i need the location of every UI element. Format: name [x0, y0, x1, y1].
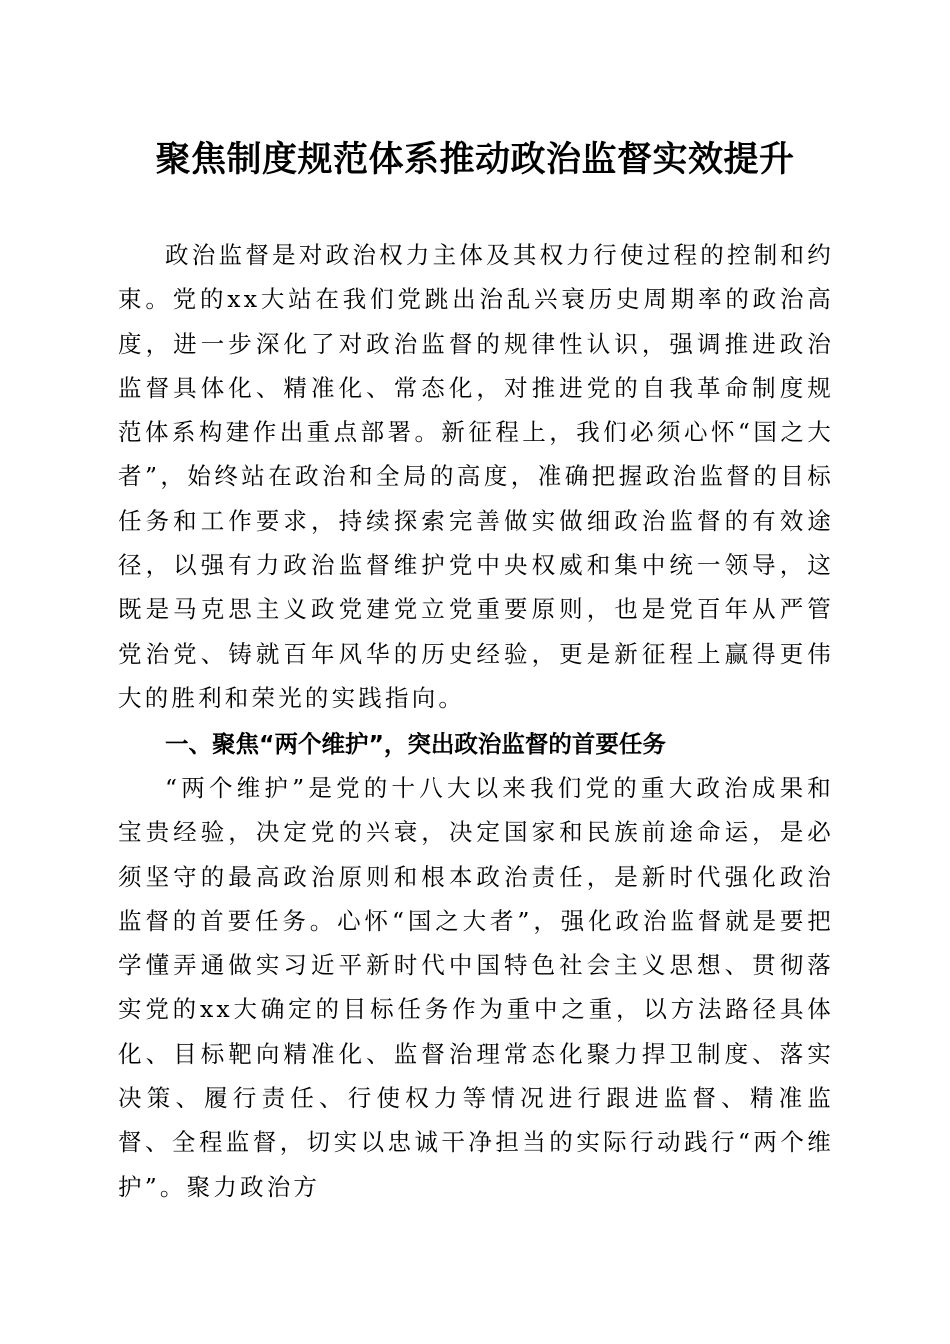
section-heading: 一、聚焦“两个维护”，突出政治监督的首要任务	[165, 730, 666, 758]
intro-paragraph: 政治监督是对政治权力主体及其权力行使过程的控制和约束。党的xx大站在我们党跳出治乱兴衰历史周期率的政治高度，进一步深化了对政治监督的规律性认识，强调推进政治监督具体化、精准化、常态化，对推进党的自我革命制度规范体系构建作出重点部署。新征程上，我们必须心怀“国之大者”，始终站在政治和全局的高度，准确把握政治监督的目标任务和工作要求，持续探索完善做实做细政治监督的有效途径，以强有力政治监督维护党中央权威和集中统一领导，这既是马克思主义政党建党立党重要原则，也是党百年从严管党治党、铸就百年风华的历史经验，更是新征程上赢得更伟大的胜利和荣光的实践指向。	[118, 241, 834, 712]
section-paragraph: “两个维护”是党的十八大以来我们党的重大政治成果和宝贵经验，决定党的兴衰，决定国家和民族前途命运，是必须坚守的最高政治原则和根本政治责任，是新时代强化政治监督的首要任务。心怀“国之大者”，强化政治监督就是要把学懂弄通做实习近平新时代中国特色社会主义思想、贯彻落实党的xx大确定的目标任务作为重中之重，以方法路径具体化、目标靶向精准化、监督治理常态化聚力捍卫制度、落实决策、履行责任、行使权力等情况进行跟进监督、精准监督、全程监督，切实以忠诚干净担当的实际行动践行“两个维护”。聚力政治方	[118, 774, 834, 1201]
document-title: 聚焦制度规范体系推动政治监督实效提升	[155, 139, 795, 180]
